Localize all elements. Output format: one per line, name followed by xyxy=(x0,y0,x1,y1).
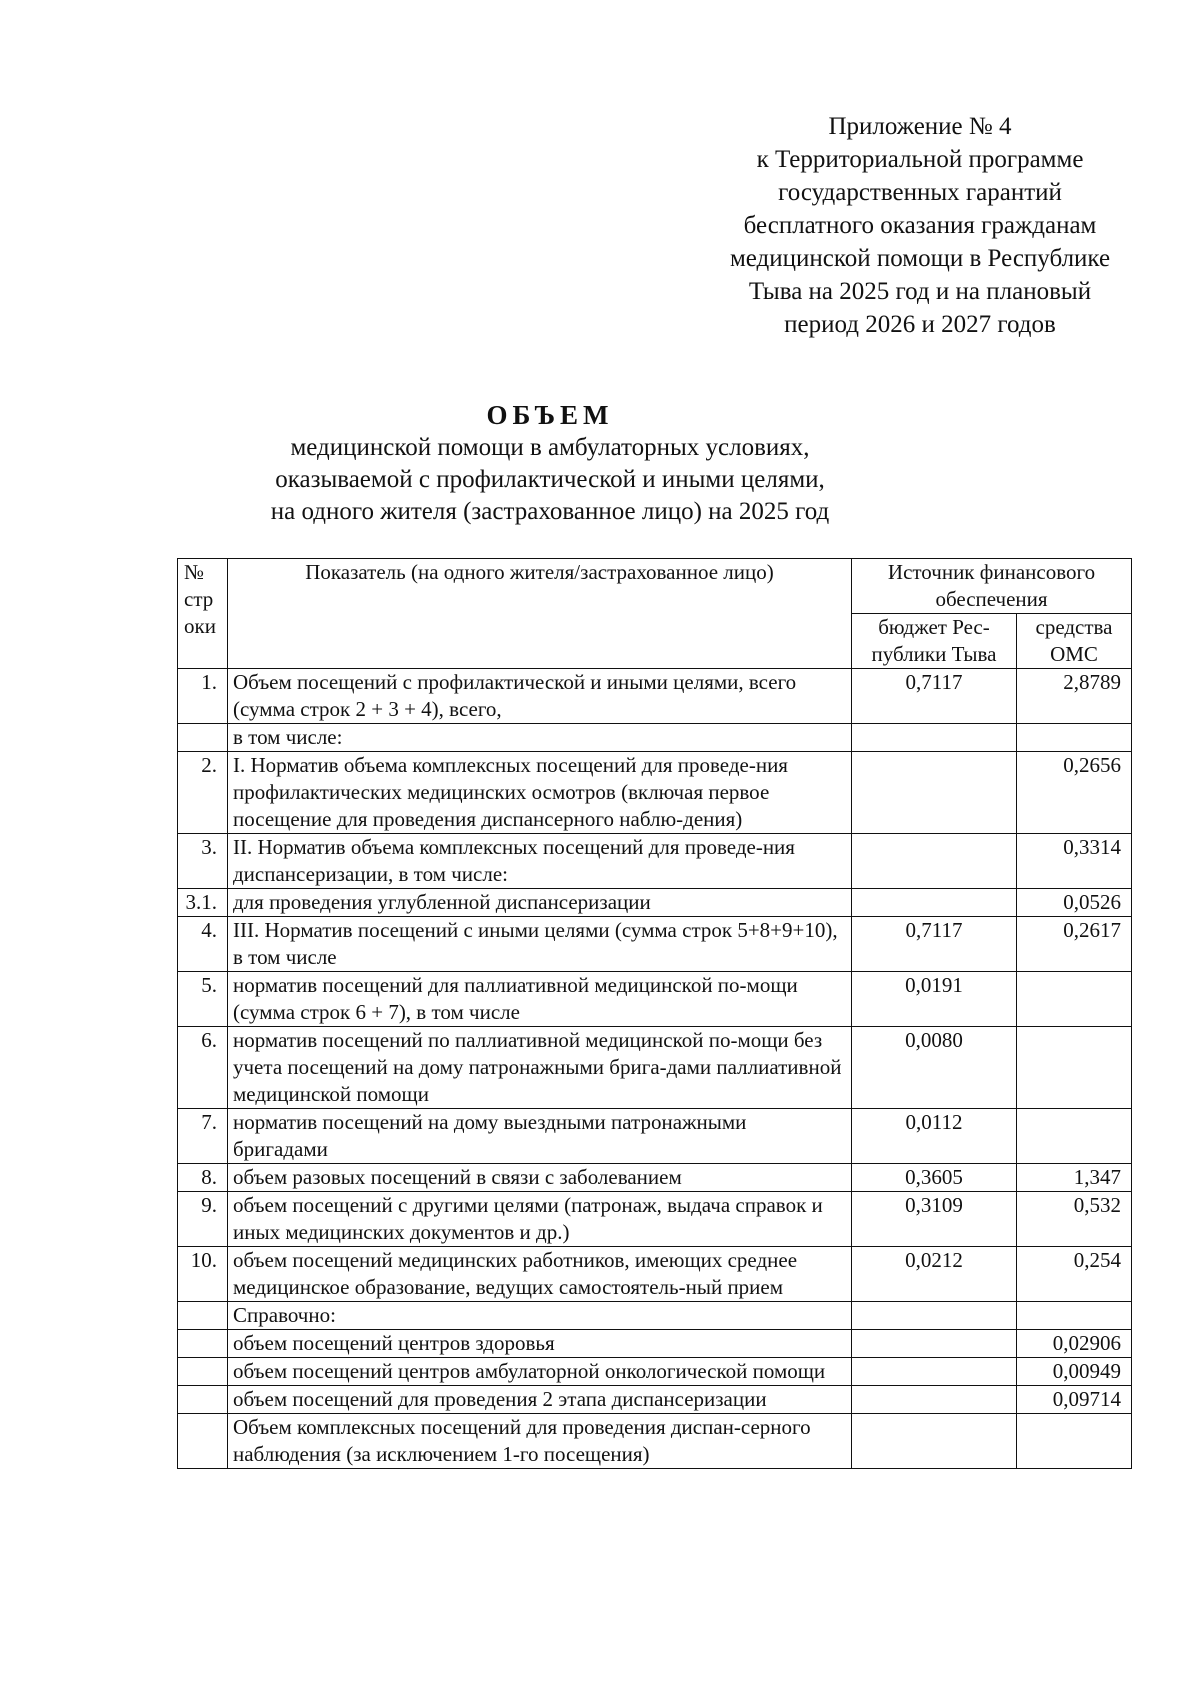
indicator-cell: норматив посещений на дому выездными патронажными бригадами xyxy=(228,1109,852,1164)
table-row xyxy=(178,1414,1132,1469)
table-row xyxy=(178,1027,1132,1109)
table-row xyxy=(178,669,1132,724)
row-number-cell: 6. xyxy=(178,1027,228,1109)
oms-value-cell xyxy=(1017,972,1132,1027)
indicator-cell: I. Норматив объема комплексных посещений для проведе-ния профилактических медицинских осмотров (включая первое посещение для проведения диспансерного наблю-дения) xyxy=(228,752,852,834)
budget-value-cell: 0,3605 xyxy=(852,1164,1017,1192)
oms-value-cell: 0,0526 xyxy=(1017,889,1132,917)
indicator-cell: объем посещений для проведения 2 этапа диспансеризации xyxy=(228,1386,852,1414)
row-number-cell xyxy=(178,1358,228,1386)
indicator-cell: объем посещений центров амбулаторной онкологической помощи xyxy=(228,1358,852,1386)
table-row xyxy=(178,1358,1132,1386)
oms-value-cell: 0,254 xyxy=(1017,1247,1132,1302)
row-number-cell: 4. xyxy=(178,917,228,972)
budget-value-cell xyxy=(852,724,1017,752)
indicator-cell: Справочно: xyxy=(228,1302,852,1330)
budget-value-cell: 0,7117 xyxy=(852,669,1017,724)
header-indicator: Показатель (на одного жителя/застрахованное лицо) xyxy=(228,559,852,669)
budget-value-cell xyxy=(852,834,1017,889)
header-funding-source: Источник финансового обеспечения xyxy=(852,559,1132,614)
budget-value-cell xyxy=(852,1358,1017,1386)
row-number-cell xyxy=(178,1330,228,1358)
row-number-cell: 8. xyxy=(178,1164,228,1192)
appendix-line: период 2026 и 2027 годов xyxy=(784,311,1056,338)
table-row xyxy=(178,1164,1132,1192)
oms-value-cell xyxy=(1017,1109,1132,1164)
budget-value-cell xyxy=(852,752,1017,834)
row-number-cell: 3.1. xyxy=(178,889,228,917)
table-row xyxy=(178,834,1132,889)
oms-value-cell: 0,09714 xyxy=(1017,1386,1132,1414)
row-number-cell: 10. xyxy=(178,1247,228,1302)
document-title xyxy=(250,398,850,528)
indicator-cell: объем посещений с другими целями (патронаж, выдача справок и иных медицинских документов и др.) xyxy=(228,1192,852,1247)
table-row xyxy=(178,889,1132,917)
row-number-cell: 1. xyxy=(178,669,228,724)
oms-value-cell: 0,02906 xyxy=(1017,1330,1132,1358)
indicator-cell: объем посещений центров здоровья xyxy=(228,1330,852,1358)
row-number-cell: 2. xyxy=(178,752,228,834)
oms-value-cell: 0,2617 xyxy=(1017,917,1132,972)
oms-value-cell xyxy=(1017,724,1132,752)
oms-value-cell: 2,8789 xyxy=(1017,669,1132,724)
appendix-line: Тыва на 2025 год и на плановый xyxy=(748,278,1092,305)
row-number-cell: 9. xyxy=(178,1192,228,1247)
appendix-line: государственных гарантий xyxy=(778,179,1062,206)
oms-value-cell xyxy=(1017,1414,1132,1469)
indicator-cell: Объем комплексных посещений для проведения диспан-серного наблюдения (за исключением 1-го посещения) xyxy=(228,1414,852,1469)
oms-value-cell: 0,532 xyxy=(1017,1192,1132,1247)
budget-value-cell xyxy=(852,889,1017,917)
table-row xyxy=(178,972,1132,1027)
row-number-cell: 7. xyxy=(178,1109,228,1164)
table-body xyxy=(178,559,1132,1469)
appendix-heading xyxy=(690,110,1150,341)
indicator-cell: II. Норматив объема комплексных посещений для проведе-ния диспансеризации, в том числе: xyxy=(228,834,852,889)
header-budget: бюджет Рес-публики Тыва xyxy=(852,614,1017,669)
table-row xyxy=(178,917,1132,972)
row-number-cell: 5. xyxy=(178,972,228,1027)
indicator-cell: в том числе: xyxy=(228,724,852,752)
budget-value-cell: 0,0212 xyxy=(852,1247,1017,1302)
table-row xyxy=(178,1302,1132,1330)
table-row xyxy=(178,1330,1132,1358)
budget-value-cell xyxy=(852,1386,1017,1414)
volume-table xyxy=(177,558,1132,1469)
indicator-cell: III. Норматив посещений с иными целями (сумма строк 5+8+9+10), в том числе xyxy=(228,917,852,972)
title-subtitle-line: медицинской помощи в амбулаторных условиях, xyxy=(290,434,810,461)
oms-value-cell xyxy=(1017,1027,1132,1109)
budget-value-cell xyxy=(852,1414,1017,1469)
budget-value-cell: 0,7117 xyxy=(852,917,1017,972)
budget-value-cell: 0,0112 xyxy=(852,1109,1017,1164)
table-row xyxy=(178,1192,1132,1247)
budget-value-cell: 0,3109 xyxy=(852,1192,1017,1247)
title-subtitle-line: оказываемой с профилактической и иными целями, xyxy=(275,466,825,493)
table-header-row xyxy=(178,559,1132,614)
row-number-cell xyxy=(178,724,228,752)
table-row xyxy=(178,752,1132,834)
title-main: ОБЪЕМ xyxy=(486,400,614,430)
row-number-cell xyxy=(178,1386,228,1414)
budget-value-cell xyxy=(852,1302,1017,1330)
oms-value-cell: 0,00949 xyxy=(1017,1358,1132,1386)
row-number-cell xyxy=(178,1302,228,1330)
row-number-cell xyxy=(178,1414,228,1469)
oms-value-cell: 0,2656 xyxy=(1017,752,1132,834)
appendix-line: Приложение № 4 xyxy=(828,113,1012,140)
appendix-line: к Территориальной программе xyxy=(756,146,1084,173)
table-row xyxy=(178,1109,1132,1164)
indicator-cell: норматив посещений для паллиативной медицинской по-мощи (сумма строк 6 + 7), в том числе xyxy=(228,972,852,1027)
appendix-line: медицинской помощи в Республике xyxy=(729,245,1111,272)
oms-value-cell xyxy=(1017,1302,1132,1330)
indicator-cell: для проведения углубленной диспансеризации xyxy=(228,889,852,917)
header-oms: средства ОМС xyxy=(1017,614,1132,669)
appendix-line: бесплатного оказания гражданам xyxy=(743,212,1097,239)
indicator-cell: объем посещений медицинских работников, имеющих среднее медицинское образование, ведущих самостоятель-ный прием xyxy=(228,1247,852,1302)
indicator-cell: норматив посещений по паллиативной медицинской по-мощи без учета посещений на дому патронажными брига-дами паллиативной медицинской помощи xyxy=(228,1027,852,1109)
title-subtitle-line: на одного жителя (застрахованное лицо) на 2025 год xyxy=(270,498,830,525)
indicator-cell: объем разовых посещений в связи с заболеванием xyxy=(228,1164,852,1192)
table-row xyxy=(178,724,1132,752)
header-row-number: № стр оки xyxy=(178,559,228,669)
table-row xyxy=(178,1247,1132,1302)
budget-value-cell: 0,0080 xyxy=(852,1027,1017,1109)
indicator-cell: Объем посещений с профилактической и иными целями, всего (сумма строк 2 + 3 + 4), всего, xyxy=(228,669,852,724)
table-row xyxy=(178,1386,1132,1414)
oms-value-cell: 1,347 xyxy=(1017,1164,1132,1192)
row-number-cell: 3. xyxy=(178,834,228,889)
budget-value-cell xyxy=(852,1330,1017,1358)
budget-value-cell: 0,0191 xyxy=(852,972,1017,1027)
oms-value-cell: 0,3314 xyxy=(1017,834,1132,889)
